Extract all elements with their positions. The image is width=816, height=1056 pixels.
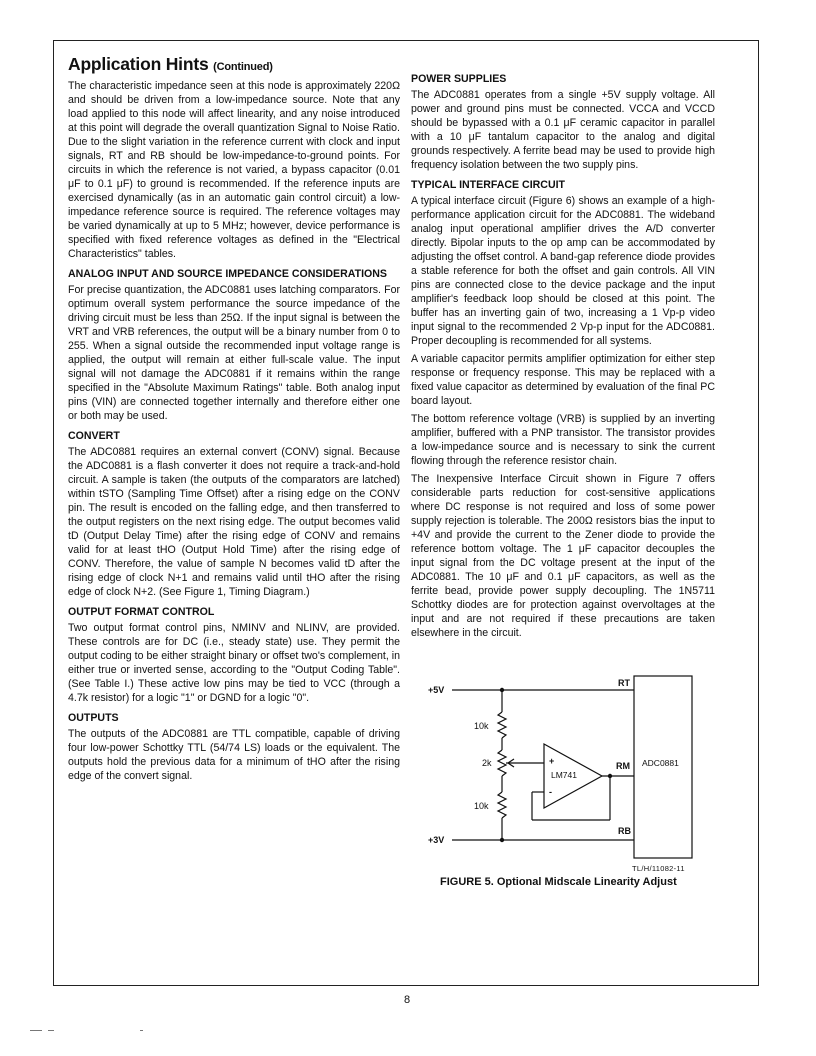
format-heading: OUTPUT FORMAT CONTROL (68, 606, 215, 618)
pin-rt-label: RT (618, 678, 630, 688)
scan-mark (30, 1030, 42, 1031)
outputs-heading: OUTPUTS (68, 712, 119, 724)
left-column (68, 54, 400, 787)
scan-mark (140, 1030, 143, 1031)
figure-reference: TL/H/11082-11 (632, 864, 685, 873)
interface-heading: TYPICAL INTERFACE CIRCUIT (411, 179, 566, 191)
opamp-minus: - (549, 787, 552, 797)
power-heading: POWER SUPPLIES (411, 73, 507, 85)
analog-heading: ANALOG INPUT AND SOURCE IMPEDANCE CONSIDERATIONS (68, 268, 388, 280)
intro-paragraph: The characteristic impedance seen at this node is approximately 220Ω and should be driven from a low-impedance source. Note that any load applied to this node will affect linearity, and any noise introduced at this point will degrade the overall quantization Signal to Noise Ratio. Due to the slight variation in the reference current with clock and input signals, RT and RB should be low-impedance-to-ground points. For circuits in which the reference is not varied, a bypass capacitor (0.01 μF to 0.1 μF) to ground is recommended. If the reference inputs are exercised dynamically (as in an automatic gain control circuit) a low-impedance reference source is required. The reference voltages may be varied dynamically at up to 5 MHz; however, device performance is specified with fixed reference voltages as defined in the "Electrical Characteristics" tables. (68, 80, 400, 260)
page-title (68, 54, 400, 77)
interface-paragraph-2: A variable capacitor permits amplifier optimization for either step response or frequency response. This may be replaced with a fixed value capacitor as determined by evaluation of the final PC board layout. (411, 353, 715, 407)
title-text: Application Hints (68, 54, 209, 74)
pin-rm-label: RM (616, 761, 630, 771)
pin-rb-label: RB (618, 826, 631, 836)
figure-caption: FIGURE 5. Optional Midscale Linearity Adjust (440, 876, 677, 888)
pot-label: 2k (482, 758, 492, 768)
opamp-plus: + (549, 756, 555, 766)
page-number: 8 (404, 994, 411, 1006)
convert-heading: CONVERT (68, 430, 120, 442)
potentiometer-2k (498, 750, 506, 776)
circuit-figure (424, 668, 724, 878)
resistor-10k-bottom (498, 792, 506, 818)
resistor-10k-top (498, 712, 506, 738)
right-column (411, 72, 715, 644)
scan-mark (48, 1030, 54, 1031)
interface-paragraph-1: A typical interface circuit (Figure 6) shows an example of a high-performance application circuit for the ADC0881. The wideband analog input operational amplifier drives the A/D converter directly. Bipolar inputs to the op amp can be accommodated by adjusting the offset control. A band-gap reference diode provides a stable reference for both the offset and gain controls. All VIN pins are connected close to the device package and the input amplifier's feedback loop should be closed at this point. The buffer has an inverting gain of two, increasing a 1 Vp-p video input signal to the recommended 2 Vp-p input for the ADC0881. Proper decoupling is recommended for all systems. (411, 195, 715, 347)
power-paragraph: The ADC0881 operates from a single +5V supply voltage. All power and ground pins must be connected. VCCA and VCCD should be bypassed with a 0.1 μF ceramic capacitor in parallel with a 10 μF tantalum capacitor to the analog and digital grounds respectively. A ferrite bead may be used to provide high frequency isolation between the two supply pins. (411, 89, 715, 171)
convert-paragraph: The ADC0881 requires an external convert (CONV) signal. Because the ADC0881 is a flash converter it does not require a track-and-hold circuit. A sample is taken (the outputs of the comparators are latched) within tSTO (Sampling Time Offset) after a rising edge on the CONV pin. The result is encoded on the falling edge, and then transferred to the output registers on the next rising edge. The output becomes valid tD (Output Delay Time) after the rising edge of CONV and remains valid for at least tHO (Output Hold Time) after the rising edge of CONV. Therefore, the value of sample N becomes valid tD after the rising edge of clock N+1 and remains valid until tHO after the rising edge of clock N+2. (See Figure 1, Timing Diagram.) (68, 446, 400, 598)
circuit-diagram (424, 668, 724, 878)
analog-paragraph: For precise quantization, the ADC0881 uses latching comparators. For optimum overall system performance the source impedance of the driving circuit must be less than 25Ω. If the input signal is between the VRT and VRB references, the output will be a binary number from 0 to 255. When a signal outside the recommended input voltage range is applied, the output will remain at either full-scale value. The input signal will not damage the ADC0881 if it remains within the range specified in the "Absolute Maximum Ratings" table. Both analog input pins (VIN) are connected together internally and therefore either one or both may be used. (68, 284, 400, 422)
title-suffix: (Continued) (213, 61, 273, 73)
v-top-label: +5V (428, 685, 445, 695)
interface-paragraph-3: The bottom reference voltage (VRB) is supplied by an inverting amplifier, buffered with a PNP transistor. The transistor provides a low-impedance source and is necessary to sink the current flowing through the reference resistor chain. (411, 413, 715, 467)
interface-paragraph-4: The Inexpensive Interface Circuit shown in Figure 7 offers considerable parts reduction for cost-sensitive applications where DC response is not required and loss of some power supply rejection is tolerable. The 200Ω resistors bias the input to +4V and provide the current to the Zener diode to provide the reference bottom voltage. The 1 μF capacitor decouples the input signal from the DC voltage present at the input of the ADC0881. The 10 μF and 0.1 μF capacitors, as well as the ferrite bead, provide power supply decoupling. The 1N5711 Schottky diodes are for protection against overvoltages at the input and are not required if these precautions are taken elsewhere in the circuit. (411, 473, 715, 639)
r1-label: 10k (474, 721, 489, 731)
format-paragraph: Two output format control pins, NMINV and NLINV, are provided. These controls are for DC (i.e., steady state) use. They permit the output coding to be either straight binary or offset two's complement, in either true or inverted sense, according to the "Output Coding Table". (See Table I.) These active low pins may be tied to VCC (through a 4.7k resistor) for a logic "1" or DGND for a logic "0". (68, 622, 400, 704)
r2-label: 10k (474, 801, 489, 811)
outputs-paragraph: The outputs of the ADC0881 are TTL compatible, capable of driving four low-power Schottky TTL (54/74 LS) loads or the equivalent. The outputs hold the previous data for a minimum of tHO after the rising edge of the convert signal. (68, 728, 400, 782)
v-bottom-label: +3V (428, 835, 445, 845)
chip-label: ADC0881 (642, 758, 679, 768)
opamp-label: LM741 (551, 770, 577, 780)
